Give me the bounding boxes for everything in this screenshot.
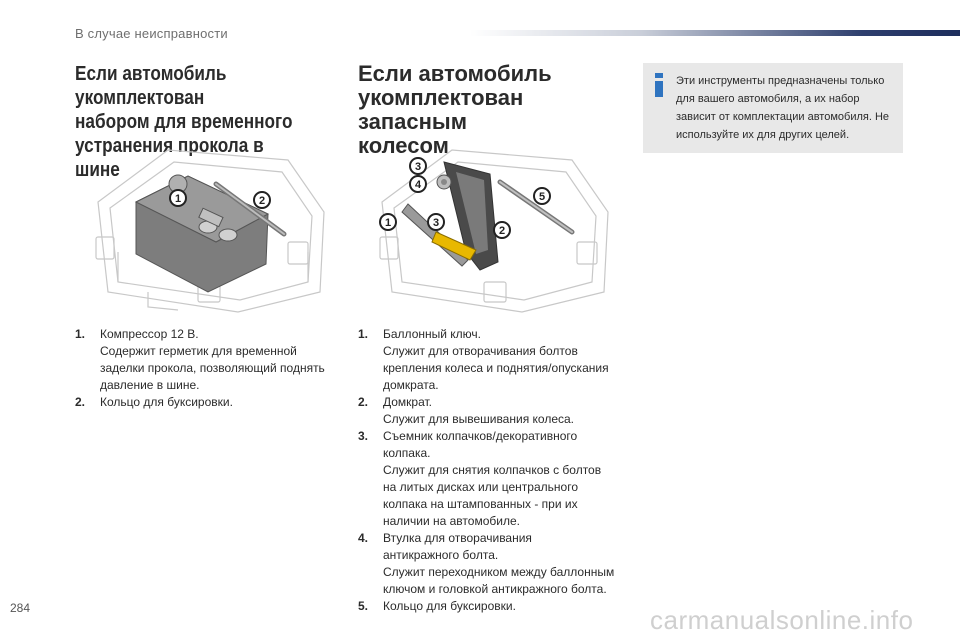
callout-3-bottom [428,214,444,230]
svg-text:1: 1 [174,193,182,205]
callout-4 [410,176,426,192]
item-line: Баллонный ключ. [383,327,481,341]
item-line: на литых дисках или центрального [383,480,578,494]
callout-2 [494,222,510,238]
watermark: carmanualsonline.info [650,605,914,635]
compressor-kit-list [75,326,345,411]
item-line: Содержит герметик для временной [100,344,297,358]
callout-1 [170,190,186,206]
svg-text:3: 3 [432,217,440,229]
item-number: 2. [75,395,86,409]
list-item [358,428,628,530]
info-note [643,63,903,153]
item-line: заделки прокола, позволяющий поднять [100,361,325,375]
header-bar [470,30,960,36]
item-line: Кольцо для буксировки. [100,395,233,409]
item-line: давление в шине. [100,378,200,392]
info-line: используйте их для других целей. [676,129,850,141]
item-line: наличии на автомобиле. [383,514,520,528]
item-line: Кольцо для буксировки. [383,599,516,613]
item-line: антикражного болта. [383,548,499,562]
list-item [358,598,628,615]
item-number: 2. [358,395,369,409]
svg-text:2: 2 [498,225,506,237]
callout-2 [254,192,270,208]
svg-text:2: 2 [258,195,266,207]
svg-text:1: 1 [384,217,392,229]
item-number: 1. [358,327,369,341]
middle-heading-line: Если автомобиль [358,61,552,86]
item-line: колпака на штампованных - при их [383,497,578,511]
item-line: домкрата. [383,378,439,392]
info-line: для вашего автомобиля, а их набор [676,93,860,105]
item-line: Служит для снятия колпачков с болтов [383,463,602,477]
item-line: Служит переходником между баллонным [383,565,615,579]
item-line: ключом и головкой антикражного болта. [383,582,607,596]
item-line: крепления колеса и поднятия/опускания [383,361,609,375]
left-heading-line: Если автомобиль укомплектован [75,63,227,109]
callout-1 [380,214,396,230]
middle-heading-line: колесом [358,133,449,158]
item-number: 5. [358,599,369,613]
list-item [75,394,345,411]
item-line: Домкрат. [383,395,433,409]
item-line: Служит для отворачивания болтов [383,344,578,358]
item-line: Служит для вывешивания колеса. [383,412,574,426]
left-heading-line: набором для временного [75,111,293,133]
compressor-kit-illustration [88,142,328,314]
info-line: зависит от комплектации автомобиля. Не [676,111,890,123]
list-item [358,530,628,598]
callout-3-top [410,158,426,174]
svg-text:4: 4 [414,179,422,191]
list-item [358,394,628,428]
list-item [75,326,345,394]
item-line: Компрессор 12 В. [100,327,199,341]
page-number: 284 [10,601,31,615]
info-line: Эти инструменты предназначены только [676,75,885,87]
callout-5 [534,188,550,204]
item-number: 4. [358,531,369,545]
item-number: 3. [358,429,369,443]
section-title: В случае неисправности [75,26,228,41]
item-line: колпака. [383,446,431,460]
middle-heading-line: укомплектован запасным [358,85,524,134]
svg-text:5: 5 [538,191,546,203]
spare-wheel-tools-illustration [372,142,612,314]
info-icon [653,73,665,97]
item-line: Втулка для отворачивания [383,531,532,545]
item-number: 1. [75,327,86,341]
svg-text:3: 3 [414,161,422,173]
left-heading-line: устранения прокола в шине [75,135,264,181]
list-item [358,326,628,394]
info-text [676,72,898,144]
item-line: Съемник колпачков/декоративного [383,429,578,443]
spare-wheel-tools-list [358,326,628,615]
